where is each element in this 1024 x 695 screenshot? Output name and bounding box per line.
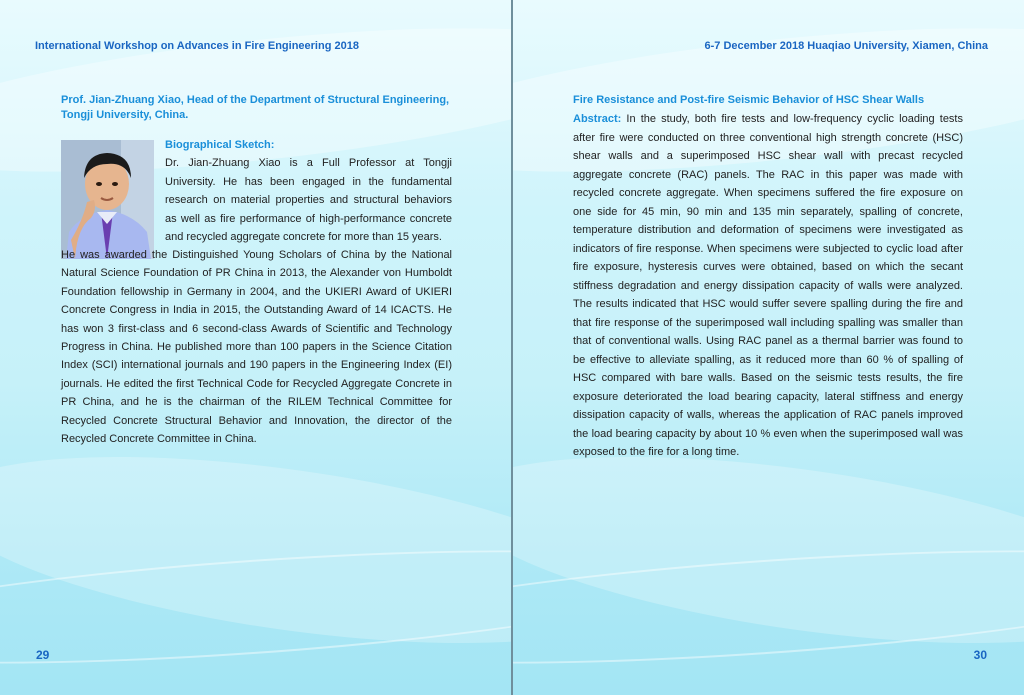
left-page-header: International Workshop on Advances in Fire Engineering 2018 [35, 40, 359, 52]
bio-paragraph-full-width: He was awarded the Distinguished Young Scholars of China by the National Natural Science Foundation of PR China in 2013, the Alexander von Humboldt Foundation fellowship in Germany in 2004, and the UKIERI Award of UKIERI Concrete Congress in India in 2015, the Outstanding Award of 14 ICACTS. He has won 3 first-class and 6 second-class Awards of Scientific and Technology Progress in China. He published more than 100 papers in the Science Citation Index (SCI) international journals and 190 papers in the Engineering Index (EI) journals. He edited the first Technical Code for Recycled Aggregate Concrete in PR China, and he is the chairman of the RILEM Technical Committee for Recycled Concrete Structural Behavior and Innovation, the director of the Recycled Concrete Committee in China. [61, 249, 452, 446]
bio-paragraph-beside-photo: Dr. Jian-Zhuang Xiao is a Full Professor at Tongji University. He has been engaged in the fundamental research on material properties and structural behaviors as well as fire performance of high-performance concrete and recycled aggregate concrete for more than 15 years. [165, 157, 452, 243]
page-number-right: 30 [973, 648, 987, 662]
background-swoosh [0, 529, 511, 686]
abstract-label: Abstract: [573, 113, 622, 125]
abstract-text: In the study, both fire tests and low-frequency cyclic loading tests after fire were conducted on three conventional high strength concrete (HSC) shear walls and a superimposed HSC shear wall with precast recycled aggregate concrete (RAC) panels. The RAC in this paper was made with recycled concrete aggregate. When specimens suffered the fire exposure on one side for 45 min, 90 min and 135 min separately, spalling of concrete, temperature distribution and deformation of specimens were investigated as indicators of fire response. When specimens were subjected to cyclic load after fire exposure, hysteresis curves were obtained, based on which the secant stiffness degradation and energy dissipation capacity of walls were analyzed. The results indicated that HSC would suffer severe spalling during the fire and that fire response of the superimposed wall including spalling was smaller than that of conventional walls. Using RAC panel as a thermal barrier was found to be effective to alleviate spalling, as it reduced more than 60 % of spalling of HSC compared with bare walls. Based on the seismic tests results, the fire exposure deteriorated the load bearing capacity, lateral stiffness and energy dissipation capacity of walls, whereas the application of RAC panels improved the load bearing capacity by about 10 % even when the superimposed wall was exposed to the fire for a long time. [573, 113, 963, 458]
bio-heading: Biographical Sketch: [165, 139, 275, 151]
abstract-paragraph [573, 110, 963, 462]
background-swoosh [0, 422, 511, 678]
background-swoosh [513, 529, 1024, 686]
paper-title: Fire Resistance and Post-fire Seismic Behavior of HSC Shear Walls [573, 94, 925, 106]
portrait-image [61, 140, 154, 259]
page-number-left: 29 [36, 648, 50, 662]
left-page [0, 0, 511, 695]
author-photo [61, 140, 154, 259]
author-heading: Prof. Jian-Zhuang Xiao, Head of the Department of Structural Engineering, Tongji University, China. [61, 94, 450, 121]
right-page-header: 6-7 December 2018 Huaqiao University, Xiamen, China [704, 40, 988, 52]
